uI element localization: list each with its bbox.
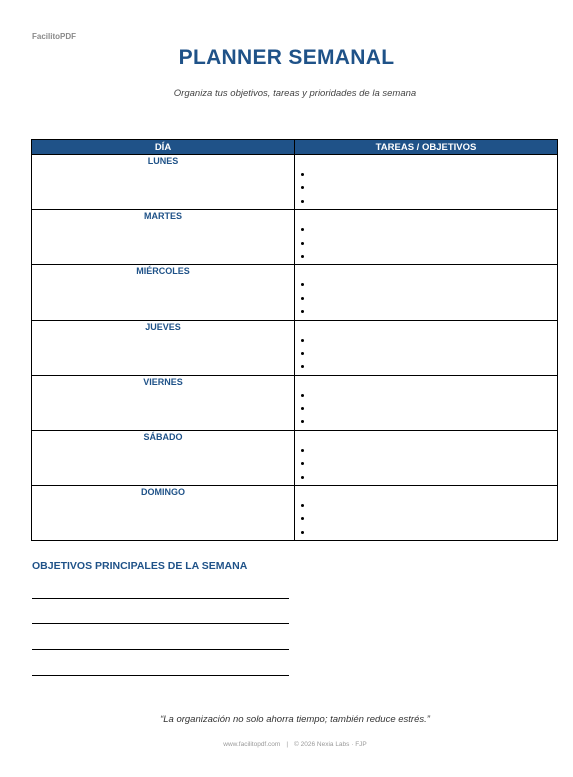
task-bullet[interactable] — [295, 348, 557, 361]
day-label: DOMINGO — [141, 487, 185, 498]
task-bullet[interactable] — [295, 196, 557, 209]
task-bullet[interactable] — [295, 403, 557, 416]
table-row — [32, 320, 558, 375]
table-row — [32, 486, 558, 541]
footer-copyright: © 2026 Nexia Labs · FJP — [294, 741, 367, 748]
table-row — [32, 375, 558, 430]
task-bullet[interactable] — [295, 500, 557, 513]
tasks-cell[interactable] — [295, 155, 558, 210]
tasks-cell[interactable] — [295, 430, 558, 485]
task-bullet[interactable] — [295, 416, 557, 429]
task-bullet[interactable] — [295, 361, 557, 374]
tasks-cell[interactable] — [295, 320, 558, 375]
goal-writing-line[interactable] — [32, 623, 289, 624]
brand-label: FacilitoPDF — [32, 32, 77, 41]
task-bullet[interactable] — [295, 390, 557, 403]
task-bullet[interactable] — [295, 182, 557, 195]
task-bullet[interactable] — [295, 306, 557, 319]
table-row — [32, 430, 558, 485]
tasks-cell[interactable] — [295, 210, 558, 265]
day-cell — [32, 430, 295, 485]
day-label: LUNES — [147, 156, 179, 166]
day-cell — [32, 210, 295, 265]
tasks-cell[interactable] — [295, 486, 558, 541]
table-row — [32, 210, 558, 265]
task-bullet[interactable] — [295, 335, 557, 348]
task-bullet-list — [295, 210, 557, 264]
page-title: PLANNER SEMANAL — [178, 46, 395, 69]
day-cell — [32, 155, 295, 210]
table-header-row — [32, 140, 558, 155]
day-cell — [32, 265, 295, 320]
task-bullet[interactable] — [295, 251, 557, 264]
day-label: MARTES — [144, 211, 182, 222]
task-bullet-list — [295, 321, 557, 375]
task-bullet-list — [295, 265, 557, 319]
day-label: SÁBADO — [143, 431, 183, 442]
goal-writing-line[interactable] — [32, 675, 289, 676]
goals-heading: OBJETIVOS PRINCIPALES DE LA SEMANA — [32, 560, 248, 572]
task-bullet-list — [295, 431, 557, 485]
task-bullet[interactable] — [295, 527, 557, 540]
day-cell — [32, 486, 295, 541]
task-bullet-list — [295, 155, 557, 209]
day-cell — [32, 320, 295, 375]
footer-quote: “La organización no solo ahorra tiempo; también reduce estrés.” — [160, 714, 430, 725]
task-bullet[interactable] — [295, 513, 557, 526]
task-bullet-list — [295, 376, 557, 430]
task-bullet-list — [295, 486, 557, 540]
tasks-cell[interactable] — [295, 265, 558, 320]
day-label: MIÉRCOLES — [136, 266, 190, 277]
task-bullet[interactable] — [295, 169, 557, 182]
tasks-cell[interactable] — [295, 375, 558, 430]
day-column-header: DÍA — [32, 140, 295, 155]
task-bullet[interactable] — [295, 279, 557, 292]
weekly-planner-table — [31, 139, 558, 541]
task-bullet[interactable] — [295, 238, 557, 251]
footer-separator: | — [286, 741, 289, 748]
task-bullet[interactable] — [295, 445, 557, 458]
task-bullet[interactable] — [295, 293, 557, 306]
goal-writing-line[interactable] — [32, 598, 289, 599]
footer-site-link[interactable]: www.facilitopdf.com — [223, 741, 281, 748]
task-bullet[interactable] — [295, 458, 557, 471]
day-label: VIERNES — [143, 376, 183, 387]
day-label: JUEVES — [145, 321, 181, 332]
goal-writing-line[interactable] — [32, 649, 289, 650]
planner-body — [32, 155, 558, 541]
page-footer — [0, 741, 573, 748]
task-bullet[interactable] — [295, 224, 557, 237]
task-bullet[interactable] — [295, 472, 557, 485]
page-subtitle: Organiza tus objetivos, tareas y prioridades de la semana — [173, 88, 417, 99]
table-row — [32, 155, 558, 210]
day-cell — [32, 375, 295, 430]
tasks-column-header: TAREAS / OBJETIVOS — [295, 140, 558, 155]
table-row — [32, 265, 558, 320]
